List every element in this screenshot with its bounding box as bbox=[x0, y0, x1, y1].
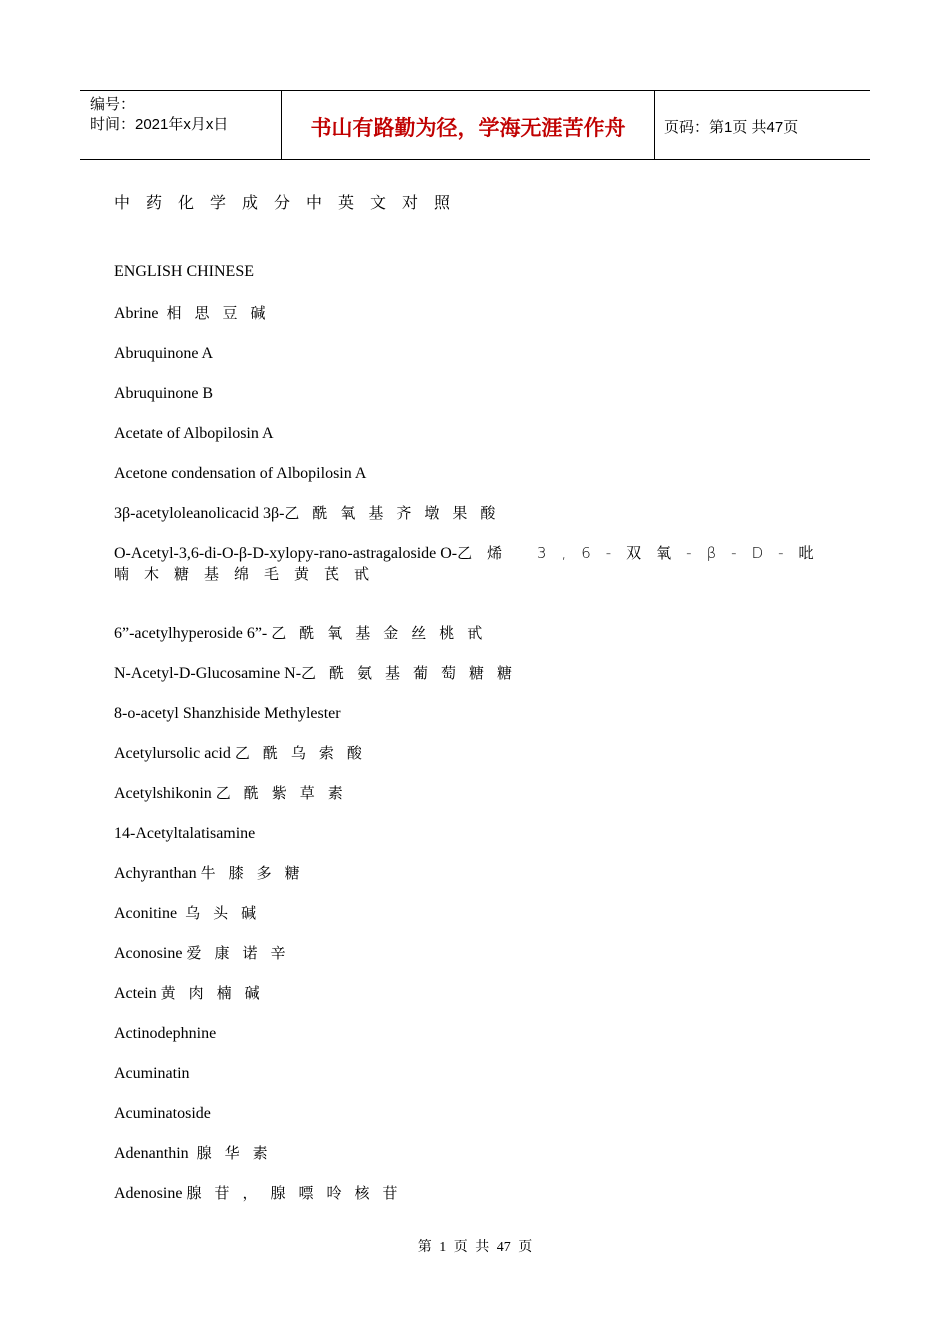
entry-english: N-Acetyl-D-Glucosamine N- bbox=[114, 665, 302, 682]
entry-chinese: 腺华素 bbox=[196, 1144, 281, 1162]
entry-chinese: 相思豆碱 bbox=[166, 304, 279, 322]
glossary-list bbox=[114, 303, 834, 1223]
entry-english: 14-Acetyltalatisamine bbox=[114, 825, 256, 842]
entry-chinese: 乙酰紫草素 bbox=[215, 784, 356, 802]
entry-chinese: 乙酰氧基齐墩果酸 bbox=[284, 504, 509, 522]
glossary-entry bbox=[114, 343, 834, 383]
glossary-entry bbox=[114, 1183, 834, 1223]
entry-english: O-Acetyl-3,6-di-O-β-D-xylopy-rano-astragaloside O- bbox=[114, 545, 458, 562]
entry-english: Abrine bbox=[114, 305, 167, 322]
glossary-entry bbox=[114, 423, 834, 463]
entry-english: Acuminatoside bbox=[114, 1105, 211, 1122]
glossary-entry bbox=[114, 383, 834, 423]
entry-english: Adenosine bbox=[114, 1185, 187, 1202]
glossary-entry bbox=[114, 703, 834, 743]
entry-english: 6”-acetylhyperoside 6”- bbox=[114, 625, 272, 642]
glossary-entry bbox=[114, 943, 834, 983]
column-header: ENGLISH CHINESE bbox=[114, 263, 254, 280]
entry-english: 3β-acetyloleanolicacid 3β- bbox=[114, 505, 285, 522]
document-title: 中药化学成分中英文对照 bbox=[114, 193, 467, 212]
entry-chinese: 乌头碱 bbox=[185, 904, 270, 922]
entry-chinese: 乙酰乌索酸 bbox=[234, 744, 375, 762]
motto-text: 书山有路勤为径，学海无涯苦作舟 bbox=[310, 116, 626, 140]
entry-english: Actinodephnine bbox=[114, 1025, 217, 1042]
glossary-entry bbox=[114, 743, 834, 783]
entry-english: Aconosine bbox=[114, 945, 187, 962]
entry-english: Acetylursolic acid bbox=[114, 745, 235, 762]
glossary-entry bbox=[114, 1103, 834, 1143]
header-info-cell bbox=[80, 91, 281, 159]
glossary-entry bbox=[114, 543, 834, 623]
glossary-entry bbox=[114, 1143, 834, 1183]
entry-chinese: 乙烯 3,6-双氧-β-D-吡喃木糖基绵毛黄芪甙 bbox=[114, 544, 829, 583]
glossary-entry bbox=[114, 503, 834, 543]
entry-english: Acetone condensation of Albopilosin A bbox=[114, 465, 367, 482]
glossary-entry bbox=[114, 303, 834, 343]
page-footer: 第 1 页 共 47 页 bbox=[417, 1240, 533, 1255]
entry-english: Abruquinone A bbox=[114, 345, 214, 362]
entry-english: Adenanthin bbox=[114, 1145, 197, 1162]
entry-english: Actein bbox=[114, 985, 161, 1002]
glossary-entry bbox=[114, 783, 834, 823]
header-page-cell bbox=[655, 91, 870, 159]
glossary-entry bbox=[114, 903, 834, 943]
glossary-entry bbox=[114, 1063, 834, 1103]
entry-chinese: 乙酰氨基葡萄糖糖 bbox=[301, 664, 526, 682]
document-number: 编号： bbox=[90, 96, 136, 113]
glossary-entry bbox=[114, 623, 834, 663]
header-motto-cell bbox=[281, 91, 655, 159]
entry-chinese: 爱康诺辛 bbox=[186, 944, 299, 962]
entry-english: Acetylshikonin bbox=[114, 785, 216, 802]
entry-chinese: 黄肉楠碱 bbox=[160, 984, 273, 1002]
glossary-entry bbox=[114, 983, 834, 1023]
entry-english: 8-o-acetyl Shanzhiside Methylester bbox=[114, 705, 341, 722]
entry-chinese: 腺苷，腺嘌呤核苷 bbox=[186, 1184, 411, 1202]
entry-english: Abruquinone B bbox=[114, 385, 214, 402]
glossary-entry bbox=[114, 463, 834, 503]
entry-english: Acuminatin bbox=[114, 1065, 190, 1082]
glossary-entry bbox=[114, 1023, 834, 1063]
header-page-number: 页码：第1页 共47页 bbox=[664, 119, 799, 136]
entry-english: Aconitine bbox=[114, 905, 186, 922]
glossary-entry bbox=[114, 823, 834, 863]
document-time: 时间：2021年x月x日 bbox=[90, 116, 229, 133]
entry-chinese: 牛膝多糖 bbox=[200, 864, 313, 882]
entry-english: Acetate of Albopilosin A bbox=[114, 425, 274, 442]
entry-english: Achyranthan bbox=[114, 865, 201, 882]
entry-chinese: 乙酰氧基金丝桃甙 bbox=[271, 624, 496, 642]
page-header bbox=[80, 90, 870, 160]
glossary-entry bbox=[114, 663, 834, 703]
glossary-entry bbox=[114, 863, 834, 903]
